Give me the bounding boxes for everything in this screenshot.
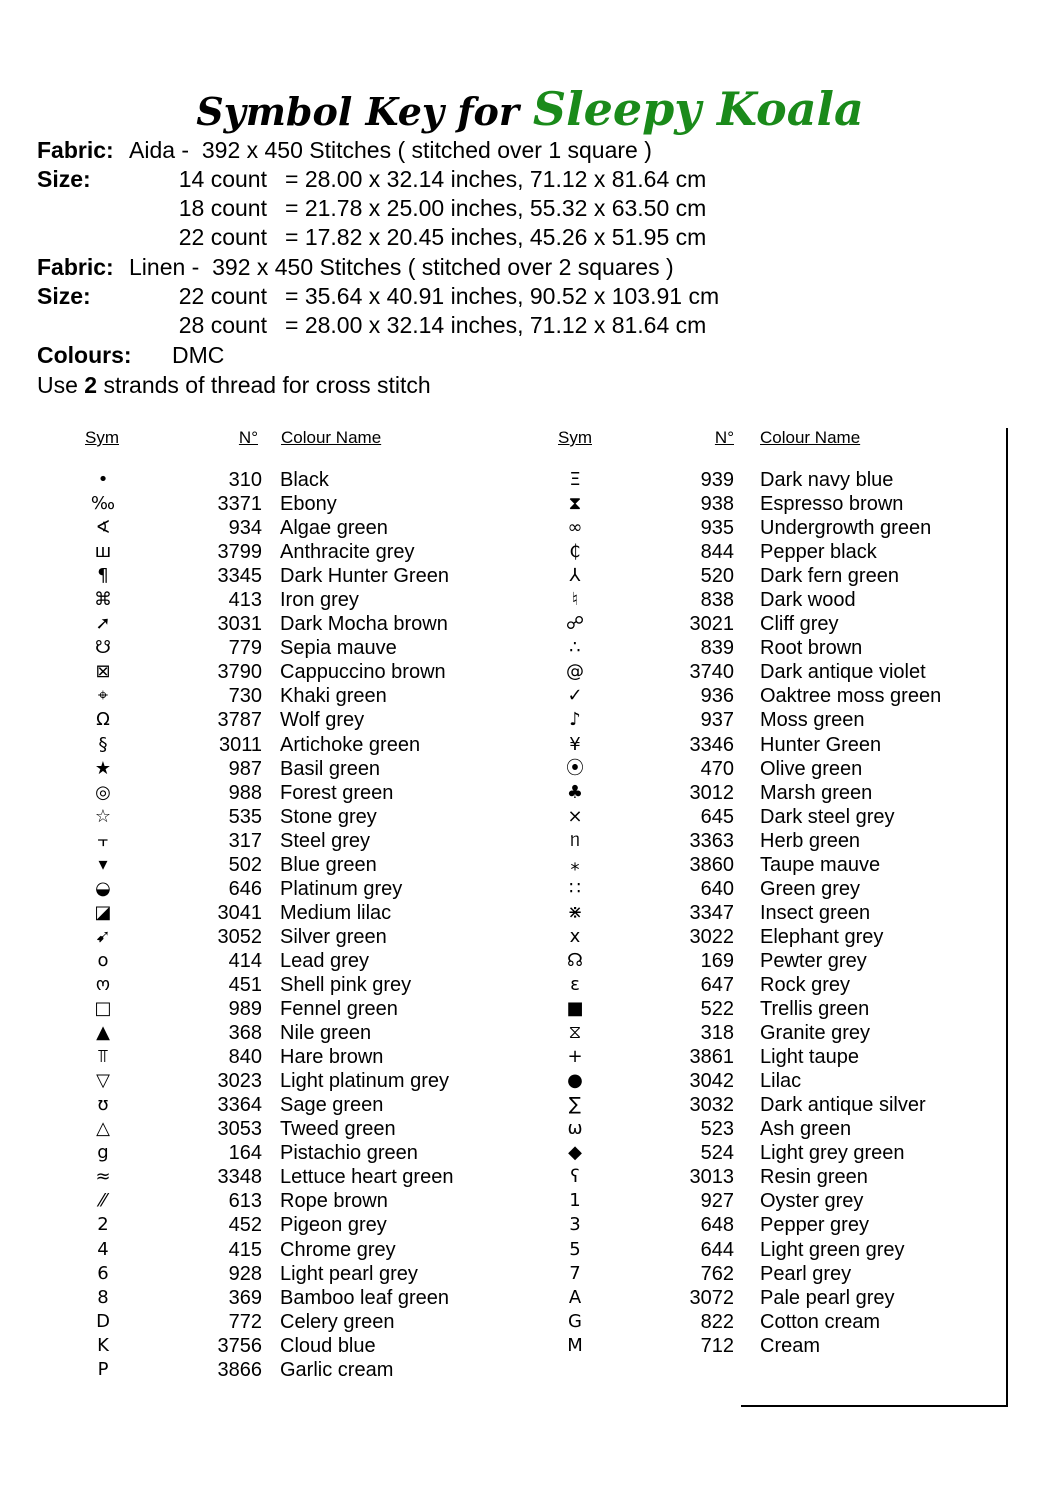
colour-name: Basil green (280, 757, 381, 780)
colour-name: Moss green (760, 709, 865, 732)
symbol-cell: ⁄⁄ (99, 1190, 106, 1212)
symbol-cell: ω (567, 1118, 583, 1140)
dmc-number: 3023 (217, 1070, 262, 1093)
symbol-cell: ☋ (95, 637, 111, 659)
symbol-cell: g (97, 1142, 109, 1164)
symbol-cell: ⧖ (568, 1022, 582, 1044)
colour-name: Espresso brown (760, 493, 904, 516)
right-header-name: Colour Name (760, 428, 861, 447)
colour-name: Olive green (760, 757, 863, 780)
dmc-number: 936 (700, 685, 734, 708)
dmc-number: 3031 (217, 613, 262, 636)
colour-name: Root brown (760, 637, 863, 660)
colour-name: Oyster grey (760, 1190, 864, 1213)
symbol-cell: ∞ (567, 517, 583, 539)
colour-name: Khaki green (280, 685, 387, 708)
symbol-cell: G (568, 1310, 582, 1332)
dmc-number: 840 (228, 1046, 262, 1069)
linen-size-line-2 (37, 311, 706, 340)
aida-size-line-1 (37, 165, 706, 194)
symbol-cell: ♣ (566, 781, 584, 803)
colour-name: Garlic cream (280, 1358, 394, 1381)
dmc-number: 535 (228, 805, 262, 828)
colour-name: Nile green (280, 1022, 372, 1045)
colour-name: Cream (760, 1334, 821, 1357)
size-label: Size: (37, 283, 91, 309)
symbol-cell: ▲ (96, 1022, 110, 1044)
size-dims: = 35.64 x 40.91 inches, 90.52 x 103.91 cm (285, 283, 720, 309)
dmc-number: 646 (228, 877, 262, 900)
dmc-number: 3053 (217, 1118, 262, 1141)
symbol-cell: M (567, 1334, 583, 1356)
symbol-cell: ■ (566, 998, 584, 1020)
colour-name: Pistachio green (280, 1142, 418, 1165)
colour-name: Cliff grey (760, 613, 839, 636)
dmc-number: 3371 (217, 493, 262, 516)
colour-name: Marsh green (760, 781, 873, 804)
colour-name: Blue green (280, 853, 377, 876)
dmc-number: 3345 (217, 565, 262, 588)
colour-name: Algae green (280, 517, 388, 540)
colour-name: Medium lilac (280, 901, 392, 924)
right-header-sym: Sym (558, 428, 592, 447)
dmc-number: 522 (700, 998, 734, 1021)
colour-name: Pale pearl grey (760, 1286, 895, 1309)
strands-number: 2 (84, 372, 98, 398)
symbol-cell: + (567, 1046, 583, 1068)
symbol-cell: ☍ (565, 613, 585, 635)
left-header-name: Colour Name (281, 428, 382, 447)
colour-name: Wolf grey (280, 709, 365, 732)
colour-name: Light pearl grey (280, 1262, 418, 1285)
dmc-number: 452 (228, 1214, 262, 1237)
dmc-number: 3072 (689, 1286, 734, 1309)
strands-line (37, 371, 431, 400)
dmc-number: 520 (700, 565, 734, 588)
colour-name: Sepia mauve (280, 637, 397, 660)
fabric-label: Fabric: (37, 137, 114, 163)
dmc-number: 989 (228, 998, 262, 1021)
colour-name: Resin green (760, 1166, 868, 1189)
symbol-cell: ▾ (98, 853, 108, 875)
dmc-number: 647 (700, 973, 734, 996)
symbol-cell: ♪ (569, 709, 581, 731)
colour-name: Dark fern green (760, 565, 899, 588)
colour-name: Celery green (280, 1310, 395, 1333)
colour-name: Fennel green (280, 998, 398, 1021)
colour-name: Pigeon grey (280, 1214, 387, 1237)
symbol-cell: ₵ (569, 541, 581, 563)
dmc-number: 3347 (689, 901, 734, 924)
dmc-number: 648 (700, 1214, 734, 1237)
colour-name: Artichoke green (280, 733, 421, 756)
dmc-number: 3756 (217, 1334, 262, 1357)
symbol-cell: ∷ (569, 877, 581, 899)
right-header-num: N° (714, 428, 734, 447)
dmc-number: 413 (228, 589, 262, 612)
colour-name: Hunter Green (760, 733, 882, 756)
dmc-number: 523 (700, 1118, 734, 1141)
bottom-border-line (741, 1405, 1008, 1407)
symbol-cell: ➹ (95, 925, 111, 947)
symbol-cell: ✓ (567, 685, 583, 707)
dmc-number: 844 (700, 541, 734, 564)
symbol-cell: Ξ (569, 469, 581, 490)
dmc-number: 3052 (217, 925, 262, 948)
symbol-cell: ʊ (97, 1094, 109, 1116)
aida-fabric-text: Aida - 392 x 450 Stitches ( stitched over 1 square ) (129, 137, 652, 163)
dmc-number: 368 (228, 1022, 262, 1045)
colour-name: Anthracite grey (280, 541, 415, 564)
symbol-cell: ш (94, 541, 112, 563)
symbol-cell: ≈ (95, 1166, 111, 1188)
colour-name: Rope brown (280, 1190, 388, 1213)
strands-post: strands of thread for cross stitch (97, 372, 431, 398)
dmc-number: 987 (228, 757, 262, 780)
pattern-name: Sleepy Koala (532, 82, 864, 136)
dmc-number: 645 (700, 805, 734, 828)
size-dims: = 28.00 x 32.14 inches, 71.12 x 81.64 cm (285, 312, 707, 338)
symbol-cell: ⫪ (97, 1046, 109, 1068)
symbol-cell: ★ (94, 757, 112, 779)
size-count: 14 count (178, 166, 267, 192)
colour-name: Light taupe (760, 1046, 859, 1069)
dmc-number: 451 (228, 973, 262, 996)
dmc-number: 414 (228, 949, 262, 972)
right-border-line (1006, 428, 1008, 1406)
symbol-cell: ● (567, 1070, 583, 1092)
symbol-cell: ◒ (95, 877, 111, 899)
page-title (0, 82, 1060, 136)
colour-name: Pewter grey (760, 949, 867, 972)
colour-name: Platinum grey (280, 877, 403, 900)
dmc-number: 644 (700, 1238, 734, 1261)
colour-name: Iron grey (280, 589, 359, 612)
symbol-cell: ʕ (570, 1166, 580, 1188)
symbol-cell: ▽ (96, 1070, 110, 1092)
symbol-cell: P (97, 1358, 109, 1380)
symbol-cell: ⊠ (95, 661, 111, 683)
colour-name: Shell pink grey (280, 973, 412, 996)
symbol-cell: ⁎ (570, 853, 580, 875)
colour-name: Oaktree moss green (760, 685, 942, 708)
symbol-cell: ¶ (97, 565, 109, 587)
dmc-number: 3866 (217, 1358, 262, 1381)
size-count: 28 count (178, 312, 267, 338)
dmc-number: 164 (228, 1142, 262, 1165)
colour-name: Dark antique silver (760, 1094, 926, 1117)
colour-name: Pepper black (760, 541, 877, 564)
symbol-cell: D (96, 1310, 110, 1332)
dmc-number: 762 (700, 1262, 734, 1285)
colour-name: Chrome grey (280, 1238, 396, 1261)
symbol-cell: • (97, 469, 109, 490)
colour-name: Cotton cream (760, 1310, 881, 1333)
colour-name: Sage green (280, 1094, 384, 1117)
symbol-cell: Ω (96, 709, 110, 731)
colour-name: Lead grey (280, 949, 369, 972)
dmc-number: 928 (228, 1262, 262, 1285)
colour-name: Black (280, 469, 329, 491)
colour-name: Dark antique violet (760, 661, 926, 684)
symbol-cell: ➚ (95, 613, 111, 635)
dmc-number: 3013 (689, 1166, 734, 1189)
colour-name: Ash green (760, 1118, 852, 1141)
linen-fabric-text: Linen - 392 x 450 Stitches ( stitched over 2 squares ) (129, 254, 674, 280)
symbol-cell: 5 (569, 1238, 581, 1260)
dmc-number: 935 (700, 517, 734, 540)
symbol-cell: ¥ (569, 733, 581, 755)
symbol-cell: @ (566, 661, 584, 683)
symbol-cell: ◪ (94, 901, 112, 923)
symbol-cell: ო (95, 973, 111, 995)
symbol-cell: ⌘ (94, 589, 112, 611)
dmc-number: 310 (228, 469, 262, 491)
left-header-num: N° (238, 428, 258, 447)
colour-name: Insect green (760, 901, 871, 924)
symbol-cell: 2 (97, 1214, 109, 1236)
dmc-number: 3011 (218, 733, 262, 756)
size-count: 22 count (178, 224, 267, 250)
dmc-number: 318 (700, 1022, 734, 1045)
colour-name: Cloud blue (280, 1334, 376, 1357)
colours-line (37, 341, 224, 370)
symbol-cell: ◎ (95, 781, 111, 803)
colour-name: Granite grey (760, 1022, 871, 1045)
colour-name: Undergrowth green (760, 517, 932, 540)
aida-size-line-3 (37, 223, 706, 252)
symbol-cell: ⫟ (97, 829, 109, 851)
colour-name: Hare brown (280, 1046, 384, 1069)
colour-name: Pearl grey (760, 1262, 852, 1285)
colour-name: Light platinum grey (280, 1070, 449, 1093)
dmc-number: 934 (228, 517, 262, 540)
dmc-number: 3022 (689, 925, 734, 948)
symbol-cell: ◆ (568, 1142, 582, 1164)
dmc-number: 938 (700, 493, 734, 516)
size-dims: = 17.82 x 20.45 inches, 45.26 x 51.95 cm (285, 224, 707, 250)
dmc-number: 3740 (689, 661, 734, 684)
dmc-number: 3860 (689, 853, 734, 876)
colour-name: Green grey (760, 877, 861, 900)
size-count: 22 count (178, 283, 267, 309)
symbol-cell: ⨯ (567, 805, 583, 827)
dmc-number: 3363 (689, 829, 734, 852)
dmc-number: 927 (700, 1190, 734, 1213)
colour-name: Light grey green (760, 1142, 905, 1165)
dmc-number: 988 (228, 781, 262, 804)
colour-name: Dark Mocha brown (280, 613, 448, 636)
linen-fabric-line (37, 253, 674, 282)
size-dims: = 28.00 x 32.14 inches, 71.12 x 81.64 cm (285, 166, 707, 192)
colour-name: Herb green (760, 829, 861, 852)
dmc-number: 3787 (217, 709, 262, 732)
dmc-number: 3041 (217, 901, 262, 924)
dmc-number: 3364 (217, 1094, 262, 1117)
symbol-cell: ∴ (569, 637, 581, 659)
dmc-number: 3032 (689, 1094, 734, 1117)
symbol-cell: 6 (97, 1262, 109, 1284)
colour-name: Lilac (760, 1070, 802, 1093)
colour-name: Pepper grey (760, 1214, 869, 1237)
dmc-number: 640 (700, 877, 734, 900)
colours-label: Colours: (37, 342, 132, 368)
size-count: 18 count (178, 195, 267, 221)
colour-name: Elephant grey (760, 925, 884, 948)
symbol-cell: ∑ (568, 1094, 582, 1116)
symbol-cell: 3 (569, 1214, 581, 1236)
colour-name: Light green grey (760, 1238, 905, 1261)
colour-name: Dark Hunter Green (280, 565, 449, 588)
dmc-number: 937 (700, 709, 734, 732)
symbol-cell: ε (570, 973, 580, 995)
symbol-cell: ⧗ (568, 493, 582, 515)
colour-name: Steel grey (280, 829, 371, 852)
dmc-number: 3861 (689, 1046, 734, 1069)
dmc-number: 3348 (217, 1166, 262, 1189)
colour-name: Taupe mauve (760, 853, 881, 876)
dmc-number: 3799 (217, 541, 262, 564)
symbol-cell: K (97, 1334, 109, 1356)
symbol-cell: ⦿ (566, 757, 584, 779)
colour-name: Dark wood (760, 589, 856, 612)
strands-pre: Use (37, 372, 85, 398)
dmc-number: 613 (228, 1190, 262, 1213)
colour-name: Silver green (280, 925, 387, 948)
symbol-cell: ⅄ (569, 565, 581, 587)
symbol-cell: 4 (97, 1238, 109, 1260)
colour-name: Stone grey (280, 805, 377, 828)
aida-size-line-2 (37, 194, 706, 223)
dmc-number: 3042 (689, 1070, 734, 1093)
colour-name: Forest green (280, 781, 394, 804)
dmc-number: 470 (700, 757, 734, 780)
symbol-cell: ☆ (94, 805, 112, 827)
symbol-cell: ᥒ (570, 829, 580, 851)
dmc-number: 772 (228, 1310, 262, 1333)
dmc-number: 369 (228, 1286, 262, 1309)
dmc-number: 822 (700, 1310, 734, 1333)
symbol-cell: A (568, 1286, 582, 1308)
colour-name: Tweed green (280, 1118, 396, 1141)
colour-name: Rock grey (760, 973, 851, 996)
dmc-number: 3021 (689, 613, 734, 636)
dmc-number: 779 (228, 637, 262, 660)
dmc-number: 838 (700, 589, 734, 612)
symbol-cell: 7 (569, 1262, 581, 1284)
colour-name: Bamboo leaf green (280, 1286, 450, 1309)
symbol-cell: ♮ (571, 589, 579, 611)
dmc-number: 415 (228, 1238, 262, 1261)
symbol-cell: § (98, 733, 108, 755)
dmc-number: 502 (228, 853, 262, 876)
title-prefix: Symbol Key for (196, 89, 519, 134)
symbol-cell: 8 (97, 1286, 109, 1308)
colour-name: Cappuccino brown (280, 661, 446, 684)
colours-value: DMC (172, 342, 225, 368)
size-label: Size: (37, 166, 91, 192)
aida-fabric-line (37, 136, 652, 165)
fabric-label: Fabric: (37, 254, 114, 280)
symbol-cell: □ (94, 998, 112, 1020)
colour-name: Dark navy blue (760, 469, 894, 491)
dmc-number: 839 (700, 637, 734, 660)
symbol-cell: ∢ (95, 517, 111, 539)
symbol-cell: △ (96, 1118, 110, 1140)
symbol-cell: x (569, 925, 581, 947)
symbol-cell: 1 (569, 1190, 581, 1212)
dmc-number: 169 (700, 949, 734, 972)
colour-name: Trellis green (760, 998, 870, 1021)
dmc-number: 3012 (689, 781, 734, 804)
dmc-number: 939 (700, 469, 734, 491)
size-dims: = 21.78 x 25.00 inches, 55.32 x 63.50 cm (285, 195, 707, 221)
symbol-cell: o (97, 949, 109, 971)
linen-size-line-1 (37, 282, 719, 311)
symbol-cell: ☊ (567, 949, 583, 971)
symbol-cell: ⌖ (97, 685, 109, 707)
colour-name: Lettuce heart green (280, 1166, 454, 1189)
dmc-number: 730 (228, 685, 262, 708)
symbol-cell: ‰ (90, 493, 116, 515)
dmc-number: 524 (700, 1142, 734, 1165)
dmc-number: 3790 (217, 661, 262, 684)
dmc-number: 3346 (689, 733, 734, 756)
dmc-number: 712 (700, 1334, 734, 1357)
colour-name: Ebony (280, 493, 337, 516)
dmc-number: 317 (228, 829, 262, 852)
colour-name: Dark steel grey (760, 805, 895, 828)
symbol-cell: ⋇ (567, 901, 583, 923)
left-header-sym: Sym (85, 428, 119, 447)
